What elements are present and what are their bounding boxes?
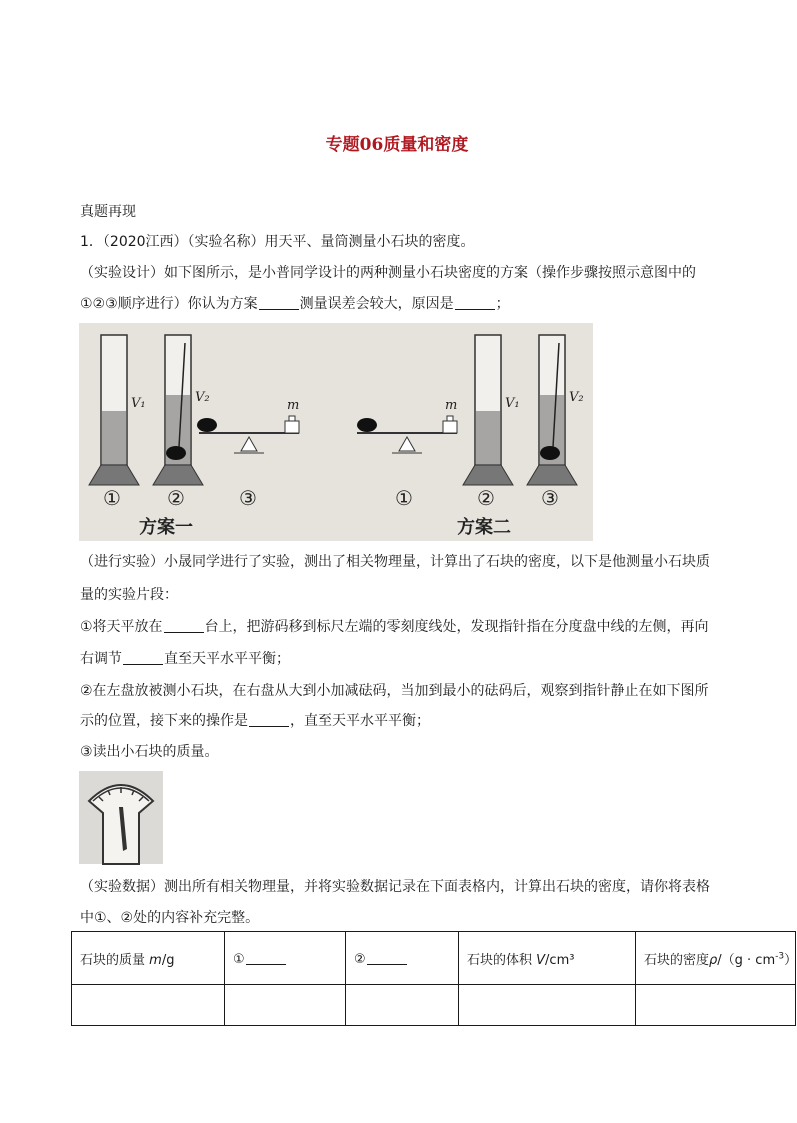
blank-plan[interactable] xyxy=(259,295,299,310)
volume-unit: /cm³ xyxy=(545,952,575,968)
volume-symbol: V xyxy=(536,952,546,968)
label-v1-plan1: V₁ xyxy=(131,396,146,411)
cell-2[interactable] xyxy=(346,985,459,1026)
table-row xyxy=(72,985,796,1026)
label-m-plan1: m xyxy=(287,398,300,413)
cell-mass[interactable] xyxy=(72,985,225,1026)
header-density xyxy=(636,932,796,985)
step-1-plan2: ① xyxy=(395,486,413,510)
data-line-2: 中①、②处的内容补充完整。 xyxy=(80,910,260,926)
experiment-figure xyxy=(79,323,593,541)
step-2-line-2 xyxy=(80,712,430,730)
blank-reason[interactable] xyxy=(455,295,495,310)
step-3-plan2: ③ xyxy=(541,486,559,510)
step-3: ③读出小石块的质量。 xyxy=(80,744,219,760)
marker-2: ② xyxy=(354,951,366,967)
header-blank-2[interactable] xyxy=(346,932,459,985)
blank-col-1[interactable] xyxy=(246,950,286,965)
step2-text-b: ，直至天平水平平衡； xyxy=(290,713,430,729)
plan-2-label: 方案二 xyxy=(457,517,511,538)
mass-symbol: m xyxy=(149,952,162,968)
cell-volume[interactable] xyxy=(459,985,636,1026)
plan-1-label: 方案一 xyxy=(139,517,193,538)
design-line-2 xyxy=(80,295,510,313)
blank-col-2[interactable] xyxy=(367,950,407,965)
density-close: ） xyxy=(784,952,797,968)
step-2-line-1: ②在左盘放被测小石块，在右盘从大到小加减砝码，当加到最小的砝码后，观察到指针静止在如下图所 xyxy=(80,683,709,699)
question-intro: 1．（2020江西）（实验名称）用天平、量筒测量小石块的密度。 xyxy=(80,234,475,250)
label-v2-plan1: V₂ xyxy=(195,390,210,405)
balance-plan1 xyxy=(197,416,299,453)
mass-unit: /g xyxy=(161,952,175,968)
data-table xyxy=(71,931,796,1026)
blank-table-surface[interactable] xyxy=(164,618,204,633)
cell-1[interactable] xyxy=(225,985,346,1026)
data-line-1: （实验数据）测出所有相关物理量，并将实验数据记录在下面表格内，计算出石块的密度，请你将表格 xyxy=(80,879,710,895)
experiment-line-1: （进行实验）小晟同学进行了实验，测出了相关物理量，计算出了石块的密度，以下是他测量小石块质 xyxy=(80,554,710,570)
design-text-c: ； xyxy=(495,296,510,312)
step-1-plan1: ① xyxy=(103,486,121,510)
volume-label: 石块的体积 xyxy=(467,952,537,968)
step1-text-a: ①将天平放在 xyxy=(80,619,163,635)
step-2-plan1: ② xyxy=(167,486,185,510)
density-exponent: -3 xyxy=(775,951,785,962)
header-volume xyxy=(459,932,636,985)
step-1-line-2 xyxy=(80,650,290,668)
cylinder-2-plan2 xyxy=(527,335,577,485)
page-title: 专题06质量和密度 xyxy=(325,135,469,155)
design-text-a: ①②③顺序进行）你认为方案 xyxy=(80,296,258,312)
balance-plan2 xyxy=(357,416,457,453)
blank-adjust[interactable] xyxy=(123,650,163,665)
density-symbol: ρ xyxy=(709,952,718,968)
step-1-line-1 xyxy=(80,618,709,636)
label-m-plan2: m xyxy=(445,398,458,413)
header-mass xyxy=(72,932,225,985)
density-unit: /（g · cm xyxy=(717,952,776,968)
balance-pointer-dial xyxy=(79,771,163,864)
step1-text-d: 直至天平水平平衡； xyxy=(164,651,290,667)
label-v1-plan2: V₁ xyxy=(505,396,520,411)
step2-text-a: 示的位置，接下来的操作是 xyxy=(80,713,248,729)
experiment-line-2: 量的实验片段： xyxy=(80,587,178,603)
cell-density[interactable] xyxy=(636,985,796,1026)
step-2-plan2: ② xyxy=(477,486,495,510)
step1-text-c: 右调节 xyxy=(80,651,122,667)
marker-1: ① xyxy=(233,951,245,967)
table-header-row xyxy=(72,932,796,985)
step1-text-b: 台上，把游码移到标尺左端的零刻度线处，发现指针指在分度盘中线的左侧，再向 xyxy=(204,619,709,635)
design-text-b: 测量误差会较大，原因是 xyxy=(299,296,454,312)
mass-label: 石块的质量 xyxy=(80,952,150,968)
blank-operation[interactable] xyxy=(249,712,289,727)
step-3-plan1: ③ xyxy=(239,486,257,510)
design-line-1: （实验设计）如下图所示，是小普同学设计的两种测量小石块密度的方案（操作步骤按照示意图中的 xyxy=(80,265,696,281)
cylinder-2-plan1 xyxy=(153,335,203,485)
header-blank-1[interactable] xyxy=(225,932,346,985)
label-v2-plan2: V₂ xyxy=(569,390,584,405)
density-label: 石块的密度 xyxy=(644,952,710,968)
section-heading: 真题再现 xyxy=(80,204,136,220)
